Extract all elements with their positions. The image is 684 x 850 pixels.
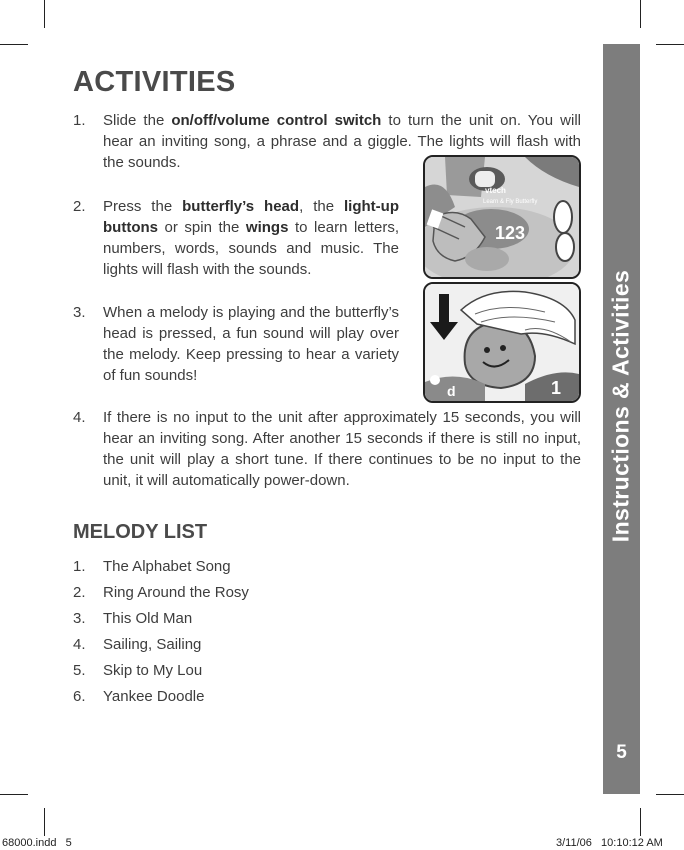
item-number: 4. bbox=[73, 409, 86, 426]
crop-mark bbox=[640, 0, 641, 28]
toy-label-text: Learn & Fly Butterfly bbox=[483, 199, 538, 205]
crop-mark bbox=[44, 808, 45, 836]
footer-timestamp: 3/11/06 10:10:12 AM bbox=[556, 837, 663, 849]
melody-item: 4. Sailing, Sailing bbox=[73, 636, 202, 653]
item-text: Slide the on/off/volume control switch to turn the unit on. You will hear an inviting song, a phrase and a giggle. The lights will flash with the sounds. bbox=[103, 112, 582, 171]
melody-title: Ring Around the Rosy bbox=[103, 584, 249, 601]
item-number: 1. bbox=[73, 112, 86, 129]
list-item bbox=[73, 196, 399, 280]
page-number: 5 bbox=[616, 742, 627, 763]
melody-item: 6. Yankee Doodle bbox=[73, 688, 205, 705]
melody-title: Skip to My Lou bbox=[103, 662, 203, 679]
crop-mark bbox=[0, 44, 28, 45]
digits-text: 123 bbox=[495, 223, 526, 243]
item-number: 3. bbox=[73, 304, 86, 321]
crop-mark bbox=[656, 794, 684, 795]
crop-mark bbox=[44, 0, 45, 28]
sidebar-label: Instructions & Activities bbox=[607, 269, 634, 543]
item-text: If there is no input to the unit after approximately 15 seconds, you will hear an inviting song. After another 15 seconds if there is still no input, the unit will play a short tune. If there continues to be no input to the unit, it will automatically power-down. bbox=[103, 409, 581, 489]
list-item bbox=[73, 407, 581, 491]
crop-mark bbox=[656, 44, 684, 45]
melody-item: 2. Ring Around the Rosy bbox=[73, 584, 249, 601]
melody-item: 3. This Old Man bbox=[73, 610, 193, 627]
item-text: When a melody is playing and the butterfly’s head is pressed, a fun sound will play over the melody. Keep pressing to hear a variety of fun sounds! bbox=[103, 304, 399, 384]
page-title: ACTIVITIES bbox=[73, 66, 236, 98]
item-number: 2. bbox=[73, 198, 86, 215]
item-text: Press the butterfly’s head, the light-up buttons or spin the wings to learn letters, numbers, words, sounds and music. The lights will flash with the sounds. bbox=[103, 198, 399, 278]
melody-title: Yankee Doodle bbox=[103, 688, 205, 705]
melody-item: 5. Skip to My Lou bbox=[73, 662, 203, 679]
photo-light-up-buttons bbox=[423, 155, 581, 279]
crop-mark bbox=[0, 794, 28, 795]
brand-text: vtech bbox=[485, 186, 506, 195]
digit-text: 1 bbox=[551, 378, 562, 398]
svg-text:d: d bbox=[447, 383, 456, 399]
melody-item: 1. The Alphabet Song bbox=[73, 558, 231, 575]
footer-file: 68000.indd 5 bbox=[2, 837, 72, 849]
list-item bbox=[73, 302, 399, 386]
melody-title: The Alphabet Song bbox=[103, 558, 231, 575]
melody-title: Sailing, Sailing bbox=[103, 636, 202, 653]
crop-mark bbox=[640, 808, 641, 836]
photo-butterfly-head bbox=[423, 282, 581, 403]
melody-title: This Old Man bbox=[103, 610, 193, 627]
melody-heading: MELODY LIST bbox=[73, 521, 208, 543]
